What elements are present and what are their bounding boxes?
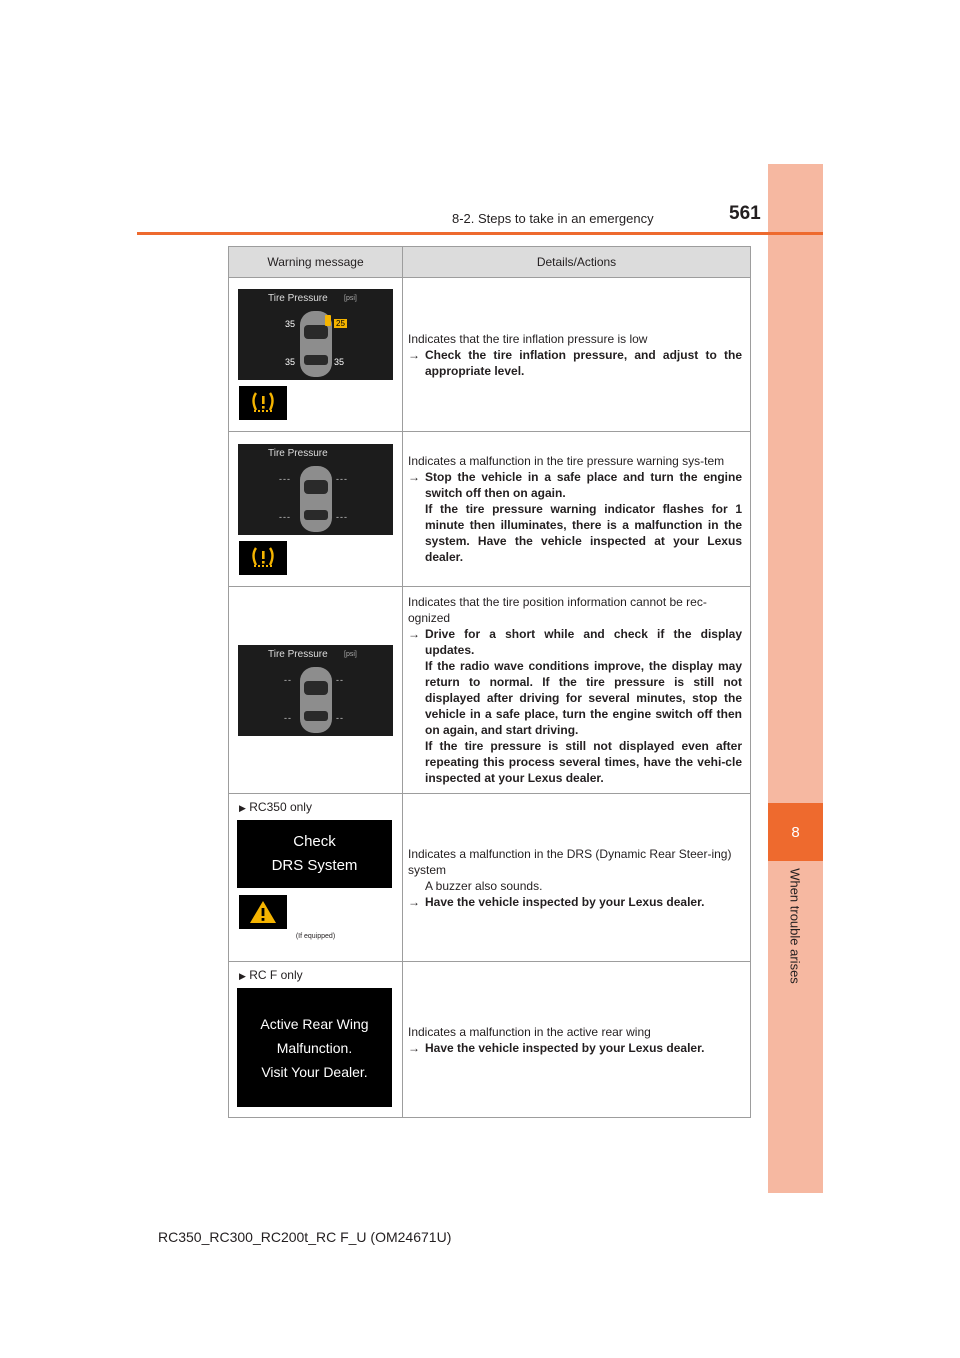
arrow-right-icon: → [408,1040,420,1055]
arrow-right-icon: → [408,347,420,362]
chapter-number: 8 [768,803,823,861]
side-tab [768,164,823,1193]
car-top-view-icon [238,289,393,380]
tire-front-left-value: -- [284,674,292,685]
tire-rear-left-value: --- [279,511,291,522]
tire-rear-right-value: 35 [334,357,345,367]
arrow-right-icon: → [408,627,420,641]
arrow-right-icon: → [408,894,420,909]
details-cell: Indicates that the tire position information cannot be rec-ognized → Drive for a short while and check if the display updates. If the radio wave conditions improve, the display may return to normal. If the tire pressure is still not displayed after driving for several minutes, stop the vehicle in a safe place, turn the engine switch off then on again, and start driving. If the tire pressure is still not displayed even after repeating this process several times, have the vehi-cle inspected at your Lexus dealer. [403,587,751,794]
tire-pressure-warning-light-icon [239,386,287,420]
tire-pressure-screen: Tire Pressure [psi] -- -- -- -- [238,645,393,736]
tire-rear-right-value: -- [336,712,344,723]
table-header-row [229,247,751,278]
tire-front-right-value: --- [336,473,348,484]
tire-pressure-warning-light-icon [239,541,287,575]
warning-image-cell [229,587,403,794]
warning-image-cell [229,278,403,432]
tire-rear-left-value: -- [284,712,292,723]
chapter-title: When trouble arises [787,868,803,984]
table-row [229,962,751,1118]
table-row [229,278,751,432]
col-warning-message: Warning message [229,247,403,278]
triangle-bullet-icon: ▶ [239,971,246,981]
tire-front-left-value: --- [279,473,291,484]
details-cell: Indicates a malfunction in the active rear wing → Have the vehicle inspected by your Lexus dealer. [403,962,751,1118]
tire-front-right-value: -- [336,674,344,685]
master-warning-light-icon [239,895,287,929]
details-cell: Indicates a malfunction in the tire pressure warning sys-tem → Stop the vehicle in a safe place and turn the engine switch off then on again. If the tire pressure warning indicator flashes for 1 minute then illuminates, there is a malfunction in the system. Have the vehicle inspected at your Lexus dealer. [403,432,751,587]
drs-message-screen: Check DRS System [237,820,392,888]
tire-pressure-screen: Tire Pressure [psi] 35 25 35 35 [238,289,393,380]
tire-rear-right-value: --- [336,511,348,522]
tire-front-left-value: 35 [285,319,296,329]
tire-front-right-low-value: 25 [336,319,345,328]
details-cell: Indicates that the tire inflation pressure is low → Check the tire inflation pressure, and adjust to the appropriate level. [403,278,751,432]
arrow-right-icon: → [408,470,420,484]
details-cell: Indicates a malfunction in the DRS (Dynamic Rear Steer-ing) system A buzzer also sounds. → Have the vehicle inspected by your Lexus dealer. [403,794,751,962]
page-number: 561 [729,203,761,224]
tire-pressure-screen: Tire Pressure --- --- --- --- [238,444,393,535]
if-equipped-note: (If equipped) [295,933,336,940]
warning-image-cell: ▶ RC350 only Check DRS System (If equipped) [229,794,403,962]
triangle-bullet-icon: ▶ [239,803,246,813]
warning-table [228,246,751,1118]
col-details-actions: Details/Actions [403,247,751,278]
header-rule [137,232,823,235]
footer-model-code: RC350_RC300_RC200t_RC F_U (OM24671U) [158,1229,452,1245]
warning-image-cell: ▶ RC F only Active Rear Wing Malfunction. Visit Your Dealer. [229,962,403,1118]
table-row [229,432,751,587]
table-row [229,587,751,794]
section-title: 8-2. Steps to take in an emergency [452,211,654,226]
tire-rear-left-value: 35 [285,357,296,367]
car-top-view-icon [238,645,393,736]
active-rear-wing-message-screen: Active Rear Wing Malfunction. Visit Your Dealer. [237,988,392,1107]
car-top-view-icon [238,444,393,535]
table-row [229,794,751,962]
warning-image-cell [229,432,403,587]
